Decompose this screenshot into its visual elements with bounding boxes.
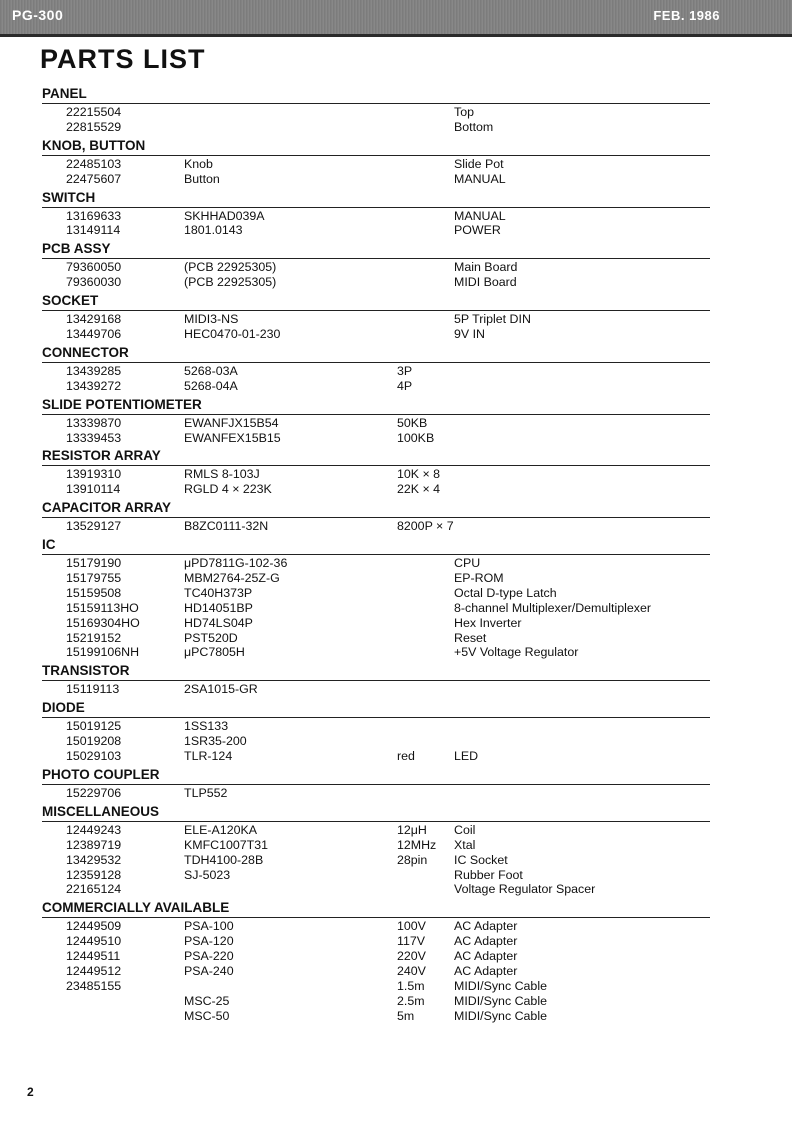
part-name: MSC-25	[184, 993, 230, 1008]
section-rows	[42, 466, 710, 498]
part-value: 3P	[397, 363, 413, 378]
section-rows	[42, 311, 710, 343]
parts-section	[42, 395, 710, 447]
parts-section	[42, 698, 710, 765]
part-name: TDH4100-28B	[184, 852, 264, 867]
section-rows	[42, 918, 710, 1024]
part-description: Coil	[454, 822, 476, 837]
part-number: 12449510	[66, 934, 122, 949]
part-name: TLP552	[184, 785, 228, 800]
section-rows	[42, 785, 710, 802]
part-row	[42, 260, 710, 275]
part-number: 22165124	[66, 882, 122, 897]
part-description: Hex Inverter	[454, 615, 522, 630]
part-row	[42, 964, 710, 979]
part-number: 15199106NH	[66, 645, 140, 660]
part-value: 117V	[397, 934, 426, 949]
part-row	[42, 172, 710, 187]
section-title: CAPACITOR ARRAY	[42, 498, 710, 518]
part-number: 15119113	[66, 682, 120, 697]
part-name: EWANFEX15B15	[184, 430, 281, 445]
section-rows	[42, 208, 710, 240]
parts-section	[42, 765, 710, 802]
part-number: 13439285	[66, 363, 122, 378]
parts-section	[42, 661, 710, 698]
part-value: red	[397, 749, 415, 764]
part-name: 1SS133	[184, 719, 229, 734]
part-row	[42, 275, 710, 290]
part-number: 22485103	[66, 156, 122, 171]
part-row	[42, 838, 710, 853]
part-row	[42, 482, 710, 497]
part-description: +5V Voltage Regulator	[454, 645, 579, 660]
part-name: 5268-03A	[184, 363, 238, 378]
part-description: IC Socket	[454, 852, 508, 867]
part-number: 15029103	[66, 749, 122, 764]
part-number: 79360050	[66, 260, 122, 275]
part-description: AC Adapter	[454, 919, 518, 934]
part-description: CPU	[454, 556, 481, 571]
part-description: EP-ROM	[454, 571, 504, 586]
part-value: 8200P × 7	[397, 519, 454, 534]
part-value: 10K × 8	[397, 467, 441, 482]
part-value: 1.5m	[397, 978, 425, 993]
part-name: PSA-100	[184, 919, 234, 934]
part-value: 5m	[397, 1008, 415, 1023]
section-title: KNOB, BUTTON	[42, 136, 710, 156]
section-title: TRANSISTOR	[42, 661, 710, 681]
section-title: MISCELLANEOUS	[42, 802, 710, 822]
part-number: 22815529	[66, 119, 122, 134]
part-name: EWANFJX15B54	[184, 415, 279, 430]
part-name: (PCB 22925305)	[184, 260, 277, 275]
part-row	[42, 631, 710, 646]
part-number: 15019125	[66, 719, 122, 734]
part-description: Bottom	[454, 119, 494, 134]
part-description: MIDI/Sync Cable	[454, 978, 547, 993]
part-name: HD74LS04P	[184, 615, 253, 630]
part-number: 15179190	[66, 556, 122, 571]
part-description: POWER	[454, 223, 501, 238]
part-name: ELE-A120KA	[184, 822, 258, 837]
part-row	[42, 1009, 710, 1024]
part-row	[42, 616, 710, 631]
part-number: 15019208	[66, 734, 122, 749]
section-rows	[42, 718, 710, 765]
part-row	[42, 682, 710, 697]
part-name: Knob	[184, 156, 213, 171]
part-name: μPC7805H	[184, 645, 245, 660]
part-description: Rubber Foot	[454, 867, 523, 882]
part-row	[42, 645, 710, 660]
part-row	[42, 223, 710, 238]
part-name: MBM2764-25Z-G	[184, 571, 280, 586]
section-title: RESISTOR ARRAY	[42, 446, 710, 466]
part-number: 12449243	[66, 822, 122, 837]
section-title: PCB ASSY	[42, 239, 710, 259]
part-name: HD14051BP	[184, 600, 253, 615]
document-date: FEB. 1986	[653, 8, 720, 23]
part-row	[42, 105, 710, 120]
part-name: KMFC1007T31	[184, 837, 269, 852]
part-name: MSC-50	[184, 1008, 230, 1023]
part-description: MIDI/Sync Cable	[454, 993, 547, 1008]
part-description: Slide Pot	[454, 156, 504, 171]
part-name: μPD7811G-102-36	[184, 556, 288, 571]
page-title: PARTS LIST	[40, 44, 206, 74]
part-number: 13910114	[66, 482, 121, 497]
part-row	[42, 379, 710, 394]
parts-section	[42, 898, 710, 1024]
part-number: 12389719	[66, 837, 122, 852]
part-row	[42, 919, 710, 934]
part-name: PSA-220	[184, 949, 234, 964]
part-number: 13429168	[66, 312, 122, 327]
part-row	[42, 823, 710, 838]
part-number: 13339870	[66, 415, 122, 430]
part-name: 2SA1015-GR	[184, 682, 258, 697]
section-rows	[42, 415, 710, 447]
part-row	[42, 868, 710, 883]
part-description: 9V IN	[454, 327, 485, 342]
part-number: 15219152	[66, 630, 122, 645]
part-row	[42, 467, 710, 482]
part-value: 28pin	[397, 852, 428, 867]
part-number: 12449509	[66, 919, 122, 934]
section-title: SWITCH	[42, 188, 710, 208]
part-row	[42, 416, 710, 431]
header-bar	[0, 0, 792, 37]
part-number: 13919310	[66, 467, 122, 482]
section-rows	[42, 156, 710, 188]
part-number: 15229706	[66, 785, 122, 800]
parts-list	[42, 84, 710, 1025]
part-value: 4P	[397, 378, 413, 393]
parts-section	[42, 802, 710, 898]
part-number: 15169304HO	[66, 615, 140, 630]
part-description: Voltage Regulator Spacer	[454, 882, 596, 897]
parts-section	[42, 136, 710, 188]
part-number: 23485155	[66, 978, 122, 993]
part-name: B8ZC0111-32N	[184, 519, 269, 534]
part-row	[42, 327, 710, 342]
part-number: 13439272	[66, 378, 122, 393]
part-number: 13339453	[66, 430, 122, 445]
part-row	[42, 882, 710, 897]
part-row	[42, 209, 710, 224]
part-row	[42, 556, 710, 571]
part-number: 13149114	[66, 223, 121, 238]
part-description: MIDI/Sync Cable	[454, 1008, 547, 1023]
part-number: 13429532	[66, 852, 122, 867]
section-rows	[42, 259, 710, 291]
part-name: SKHHAD039A	[184, 208, 265, 223]
part-description: 8-channel Multiplexer/Demultiplexer	[454, 600, 651, 615]
part-name: 1801.0143	[184, 223, 243, 238]
section-rows	[42, 681, 710, 698]
model-name: PG-300	[12, 7, 64, 23]
part-description: Main Board	[454, 260, 518, 275]
part-name: PST520D	[184, 630, 238, 645]
parts-section	[42, 343, 710, 395]
part-name: Button	[184, 171, 220, 186]
part-value: 220V	[397, 949, 426, 964]
part-row	[42, 949, 710, 964]
part-name: TC40H373P	[184, 585, 253, 600]
section-title: PHOTO COUPLER	[42, 765, 710, 785]
part-number: 15179755	[66, 571, 122, 586]
section-rows	[42, 822, 710, 898]
part-row	[42, 994, 710, 1009]
part-row	[42, 364, 710, 379]
part-row	[42, 571, 710, 586]
part-name: RMLS 8-103J	[184, 467, 260, 482]
part-number: 12359128	[66, 867, 122, 882]
section-title: SLIDE POTENTIOMETER	[42, 395, 710, 415]
part-value: 240V	[397, 963, 426, 978]
part-value: 12MHz	[397, 837, 437, 852]
part-number: 12449512	[66, 963, 122, 978]
part-row	[42, 979, 710, 994]
part-description: AC Adapter	[454, 934, 518, 949]
part-description: AC Adapter	[454, 963, 518, 978]
part-row	[42, 601, 710, 616]
parts-section	[42, 446, 710, 498]
part-name: 5268-04A	[184, 378, 238, 393]
part-description: Xtal	[454, 837, 476, 852]
part-value: 100KB	[397, 430, 435, 445]
part-name: TLR-124	[184, 749, 233, 764]
part-number: 79360030	[66, 275, 122, 290]
part-description: Reset	[454, 630, 487, 645]
part-number: 15159113HO	[66, 600, 139, 615]
parts-section	[42, 535, 710, 661]
part-row	[42, 734, 710, 749]
parts-section	[42, 84, 710, 136]
page-number: 2	[27, 1085, 34, 1099]
part-number: 22475607	[66, 171, 122, 186]
part-name: PSA-240	[184, 963, 234, 978]
section-rows	[42, 104, 710, 136]
part-row	[42, 749, 710, 764]
part-name: (PCB 22925305)	[184, 275, 277, 290]
part-value: 2.5m	[397, 993, 425, 1008]
part-description: MANUAL	[454, 208, 506, 223]
part-name: RGLD 4 × 223K	[184, 482, 272, 497]
part-description: 5P Triplet DIN	[454, 312, 531, 327]
part-description: Octal D-type Latch	[454, 585, 557, 600]
section-title: PANEL	[42, 84, 710, 104]
part-number: 13449706	[66, 327, 122, 342]
part-name: MIDI3-NS	[184, 312, 239, 327]
part-row	[42, 519, 710, 534]
part-number: 13169633	[66, 208, 122, 223]
part-row	[42, 786, 710, 801]
part-row	[42, 586, 710, 601]
parts-section	[42, 188, 710, 240]
section-rows	[42, 555, 710, 661]
section-title: IC	[42, 535, 710, 555]
section-title: SOCKET	[42, 291, 710, 311]
part-name: 1SR35-200	[184, 734, 247, 749]
part-description: LED	[454, 749, 479, 764]
section-title: DIODE	[42, 698, 710, 718]
part-number: 15159508	[66, 585, 122, 600]
part-row	[42, 853, 710, 868]
part-number: 12449511	[66, 949, 121, 964]
section-title: COMMERCIALLY AVAILABLE	[42, 898, 710, 918]
parts-section	[42, 498, 710, 535]
part-value: 12μH	[397, 822, 427, 837]
part-description: AC Adapter	[454, 949, 518, 964]
part-name: PSA-120	[184, 934, 234, 949]
part-row	[42, 120, 710, 135]
part-row	[42, 719, 710, 734]
part-name: SJ-5023	[184, 867, 231, 882]
part-row	[42, 431, 710, 446]
section-rows	[42, 363, 710, 395]
part-row	[42, 157, 710, 172]
part-description: MIDI Board	[454, 275, 517, 290]
parts-section	[42, 291, 710, 343]
part-row	[42, 312, 710, 327]
part-number: 13529127	[66, 519, 122, 534]
part-number: 22215504	[66, 105, 122, 119]
section-title: CONNECTOR	[42, 343, 710, 363]
part-name: HEC0470-01-230	[184, 327, 281, 342]
parts-section	[42, 239, 710, 291]
part-row	[42, 934, 710, 949]
part-description: MANUAL	[454, 171, 506, 186]
part-description: Top	[454, 105, 474, 119]
section-rows	[42, 518, 710, 535]
part-value: 100V	[397, 919, 426, 934]
part-value: 50KB	[397, 415, 428, 430]
part-value: 22K × 4	[397, 482, 441, 497]
